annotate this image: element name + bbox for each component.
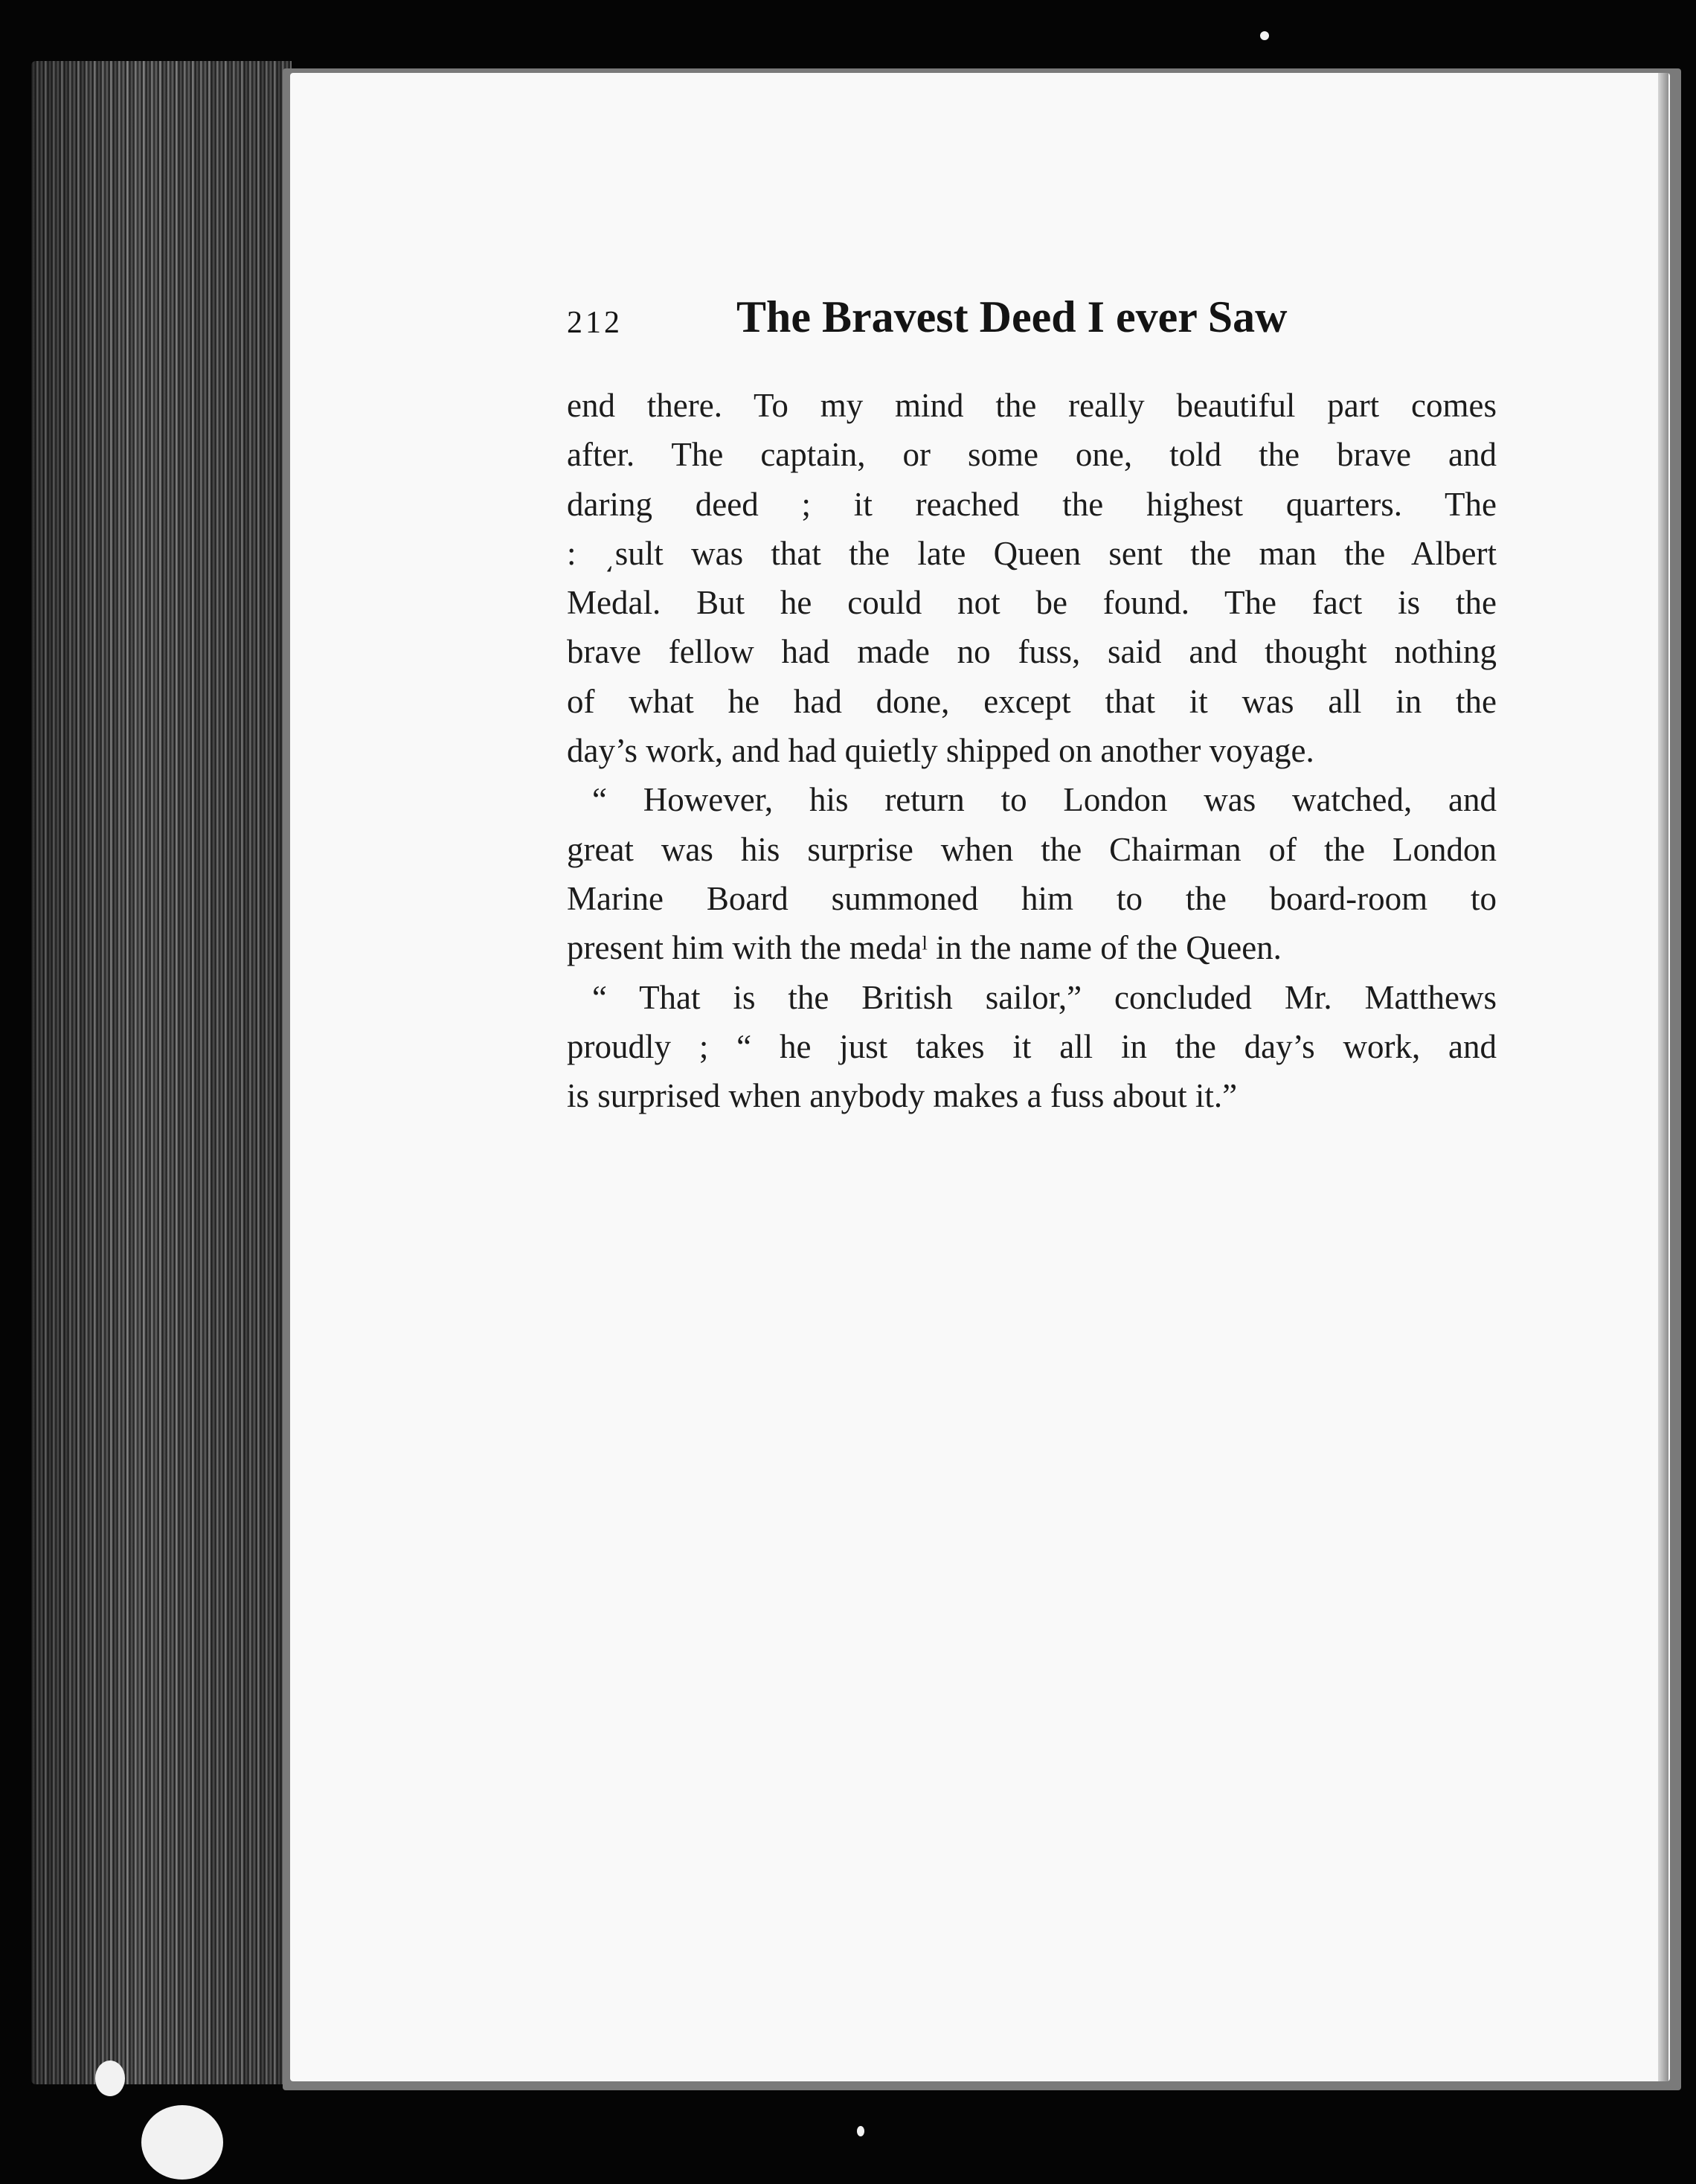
body-text: [567, 381, 1497, 1120]
text-line: end there. To my mind the really beautiful part comes: [567, 387, 1497, 424]
text-line: great was his surprise when the Chairman of the London: [567, 830, 1497, 868]
page-header: [567, 292, 1497, 344]
page-number: 212: [567, 306, 623, 340]
text-line: “ That is the British sailor,” concluded Mr. Matthews: [592, 978, 1497, 1016]
text-line: “ However, his return to London was watched, and: [592, 781, 1497, 819]
dust-speck: [95, 2061, 125, 2096]
dust-speck: [1260, 31, 1269, 40]
text-line: present him with the medaˡ in the name of the Queen.: [567, 929, 1282, 967]
page-right-edge: [1658, 73, 1668, 2081]
running-head: The Bravest Deed I ever Saw: [736, 292, 1288, 341]
text-line: Medal. But he could not be found. The fact is the: [567, 584, 1497, 622]
text-line: : ͵sult was that the late Queen sent the man the Albert: [567, 534, 1497, 572]
text-line: day’s work, and had quietly shipped on another voyage.: [567, 732, 1314, 770]
text-line: proudly ; “ he just takes it all in the day’s work, and: [567, 1027, 1497, 1065]
text-line: brave fellow had made no fuss, said and thought nothing: [567, 633, 1497, 671]
text-line: is surprised when anybody makes a fuss about it.”: [567, 1077, 1238, 1115]
text-line: of what he had done, except that it was all in the: [567, 682, 1497, 720]
dust-speck: [857, 2126, 864, 2136]
text-line: daring deed ; it reached the highest quarters. The: [567, 485, 1497, 523]
book-fore-edge: [31, 61, 292, 2084]
dust-speck: [141, 2105, 223, 2180]
text-line: after. The captain, or some one, told the brave and: [567, 436, 1497, 474]
text-line: Marine Board summoned him to the board-room to: [567, 879, 1497, 917]
